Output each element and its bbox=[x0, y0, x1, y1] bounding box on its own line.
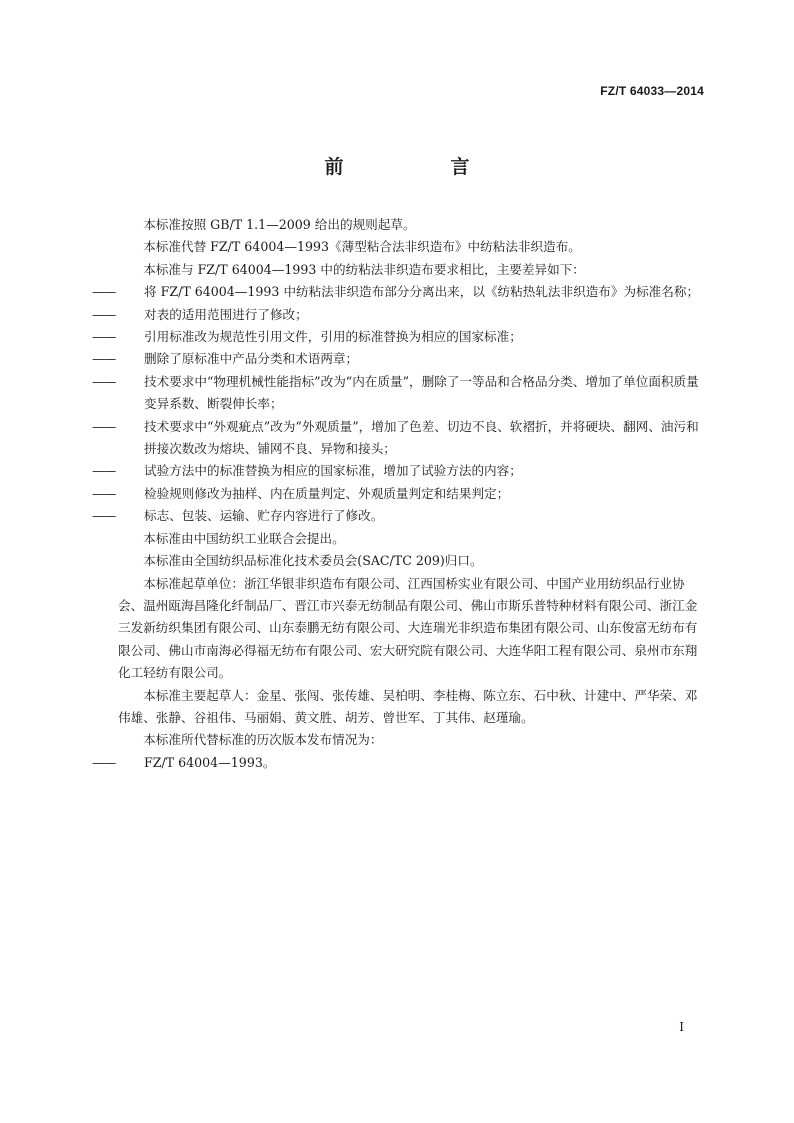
dash-marker: —— bbox=[92, 508, 116, 524]
body-paragraph: 本标准由中国纺织工业联合会提出。 bbox=[143, 530, 345, 546]
intro-paragraph: 本标准按照 GB/T 1.1—2009 给出的规则起草。 bbox=[143, 217, 416, 232]
dash-marker: —— bbox=[92, 306, 116, 322]
list-item: —— 对表的适用范围进行了修改； bbox=[118, 304, 708, 326]
dash-marker: —— bbox=[92, 351, 116, 367]
body-paragraph: 本标准由全国纺织品标准化技术委员会(SAC/TC 209)归口。 bbox=[143, 553, 483, 569]
intro-paragraph: 本标准代替 FZ/T 64004—1993《薄型粘合法非织造布》中纺粘法非织造布。 bbox=[143, 239, 581, 255]
body-paragraph: 本标准所代替标准的历次版本发布情况为： bbox=[143, 732, 383, 748]
drafting-units-paragraph: 本标准起草单位：浙江华银非织造布有限公司、江西国桥实业有限公司、中国产业用纺织品行业协会、温州瓯海昌隆化纤制品厂、晋江市兴泰无纺制品有限公司、佛山市斯乐普特种材料有限公司、浙江金三发新纺织集团有限公司、山东泰鹏无纺有限公司、大连瑞光非织造布集团有限公司、山东俊富无纺布有限公司、佛山市南海必得福无纺布有限公司、宏大研究院有限公司、大连华阳工程有限公司、泉州市东翔化工轻纺有限公司。 bbox=[118, 575, 698, 681]
history-item: —— FZ/T 64004—1993。 bbox=[118, 752, 708, 774]
document-body bbox=[92, 214, 708, 774]
list-item: —— 标志、包装、运输、贮存内容进行了修改。 bbox=[118, 505, 708, 527]
list-item: —— 将 FZ/T 64004—1993 中纺粘法非织造布部分分离出来，以《纺粘热轧法非织造布》为标准名称； bbox=[118, 281, 708, 303]
list-item: —— 试验方法中的标准替换为相应的国家标准，增加了试验方法的内容； bbox=[118, 460, 708, 482]
list-item: —— 技术要求中“外观疵点”改为“外观质量”，增加了色差、切边不良、软褶折，并将硬块、翻网、油污和拼接次数改为熔块、铺网不良、异物和接头； bbox=[118, 416, 708, 461]
list-item: —— 删除了原标准中产品分类和术语两章； bbox=[118, 348, 708, 370]
list-item: —— 技术要求中“物理机械性能指标”改为“内在质量”，删除了一等品和合格品分类、增加了单位面积质量变异系数、断裂伸长率； bbox=[118, 371, 708, 416]
page-title: 前 言 bbox=[324, 156, 514, 178]
dash-marker: —— bbox=[92, 485, 116, 501]
dash-marker: —— bbox=[92, 329, 116, 345]
dash-marker: —— bbox=[92, 418, 116, 434]
differences-list bbox=[92, 281, 708, 527]
dash-marker: —— bbox=[92, 463, 116, 479]
dash-marker: —— bbox=[92, 284, 116, 300]
list-item: —— 引用标准改为规范性引用文件，引用的标准替换为相应的国家标准； bbox=[118, 326, 708, 348]
list-item: —— 检验规则修改为抽样、内在质量判定、外观质量判定和结果判定； bbox=[118, 483, 708, 505]
dash-marker: —— bbox=[92, 754, 116, 770]
drafters-paragraph: 本标准主要起草人：金星、张闯、张传雄、吴柏明、李桂梅、陈立东、石中秋、计建中、严华荣、邓伟雄、张静、谷祖伟、马丽娟、黄文胜、胡芳、曾世军、丁其伟、赵瑾瑜。 bbox=[118, 687, 698, 725]
dash-marker: —— bbox=[92, 373, 116, 389]
page-number: I bbox=[679, 1020, 684, 1034]
document-code: FZ/T 64033—2014 bbox=[600, 84, 704, 98]
intro-paragraph: 本标准与 FZ/T 64004—1993 中的纺粘法非织造布要求相比，主要差异如下： bbox=[143, 261, 585, 277]
